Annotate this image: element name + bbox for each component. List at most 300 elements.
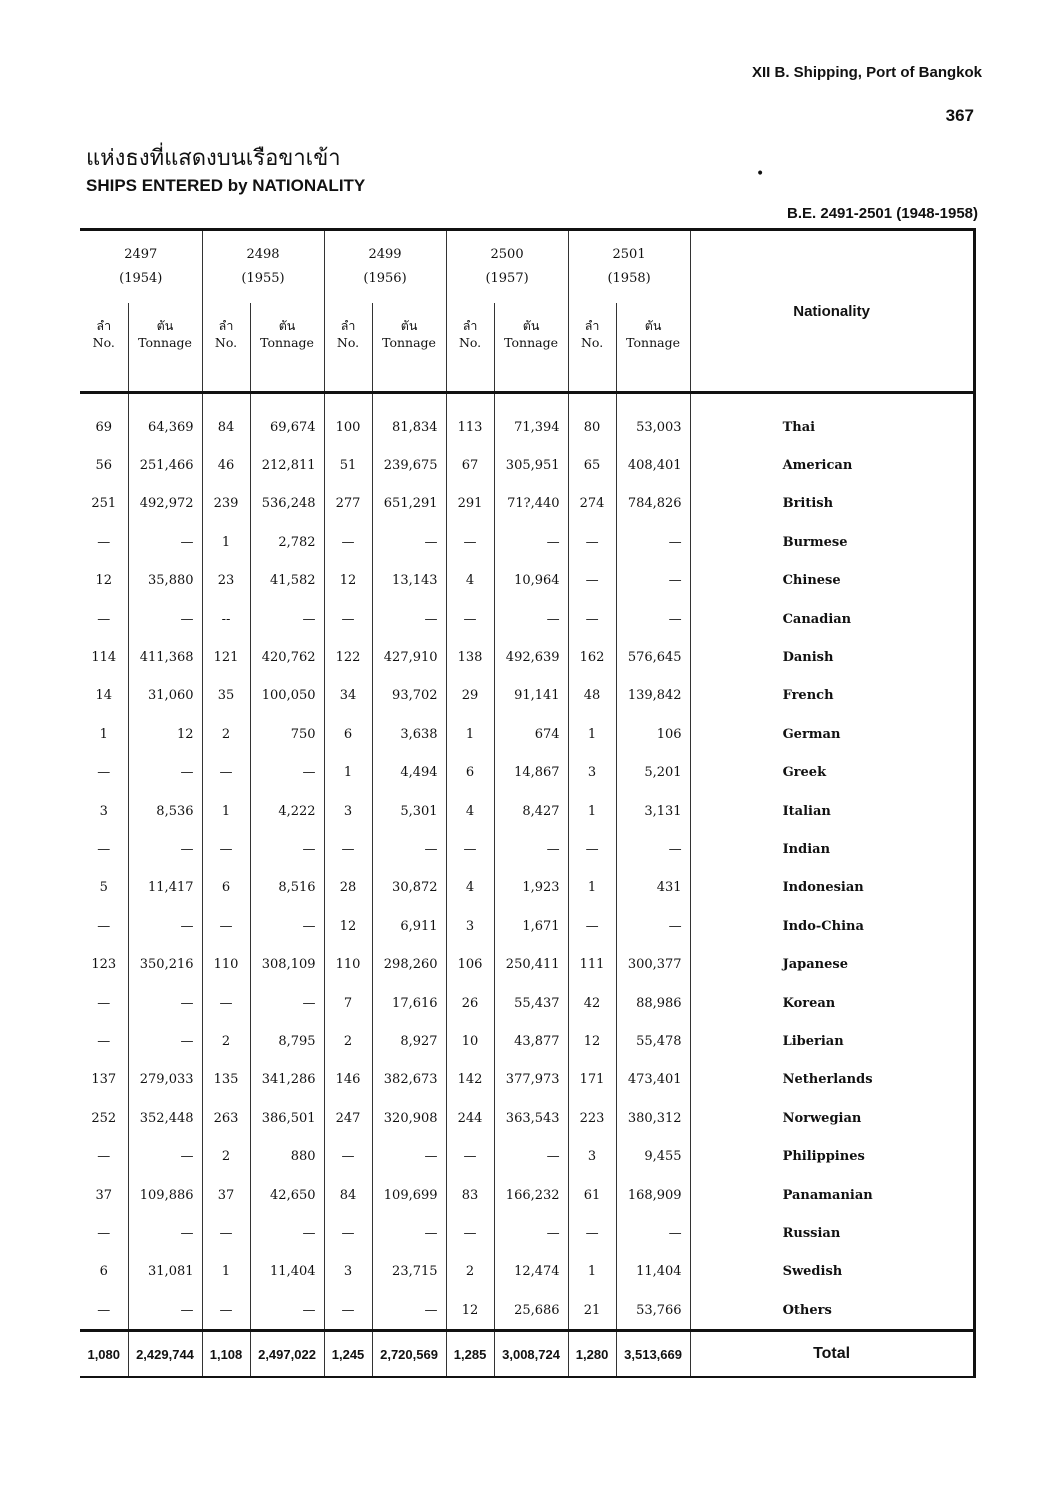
cell-ship-count: — xyxy=(202,984,250,1022)
cell-tonnage: — xyxy=(128,1291,202,1331)
cell-tonnage: 674 xyxy=(494,715,568,753)
cell-tonnage: 91,141 xyxy=(494,677,568,715)
cell-ship-count: 83 xyxy=(446,1176,494,1214)
total-cell: 2,497,022 xyxy=(250,1331,324,1378)
cell-ship-count: 110 xyxy=(202,945,250,983)
cell-ship-count: — xyxy=(97,841,111,857)
cell-tonnage: 350,216 xyxy=(128,945,202,983)
cell-tonnage: 427,910 xyxy=(372,638,446,676)
table-row xyxy=(80,984,974,1022)
cell-ship-count: — xyxy=(568,523,616,561)
cell-ship-count: 12 xyxy=(95,573,113,589)
cell-ship-count: — xyxy=(97,1149,111,1165)
header-spacer xyxy=(80,393,974,409)
ships-by-nationality-table xyxy=(80,228,976,1378)
cell-tonnage: — xyxy=(616,600,690,638)
cell-tonnage: 320,908 xyxy=(372,1099,446,1137)
cell-ship-count: — xyxy=(202,830,250,868)
cell-tonnage: — xyxy=(128,1137,202,1175)
cell-nationality: Danish xyxy=(690,638,974,676)
cell-nationality: Norwegian xyxy=(690,1099,974,1137)
cell-tonnage: — xyxy=(494,523,568,561)
cell-tonnage: 4,222 xyxy=(250,792,324,830)
cell-ship-count: 69 xyxy=(95,419,113,435)
table-row xyxy=(80,485,974,523)
cell-ship-count: 4 xyxy=(446,792,494,830)
cell-tonnage: — xyxy=(372,830,446,868)
cell-tonnage: 411,368 xyxy=(128,638,202,676)
table-row xyxy=(80,792,974,830)
cell-ship-count: 29 xyxy=(446,677,494,715)
cell-ship-count: 80 xyxy=(568,408,616,446)
year-header-2497: 2497 (1954) xyxy=(119,247,163,286)
cell-tonnage: 9,455 xyxy=(616,1137,690,1175)
cell-ship-count: 84 xyxy=(202,408,250,446)
cell-tonnage: 4,494 xyxy=(372,754,446,792)
cell-ship-count: 46 xyxy=(202,446,250,484)
cell-tonnage: — xyxy=(250,984,324,1022)
cell-tonnage: 576,645 xyxy=(616,638,690,676)
cell-ship-count: — xyxy=(324,1137,372,1175)
cell-tonnage: — xyxy=(616,830,690,868)
cell-ship-count: — xyxy=(97,1225,111,1241)
cell-ship-count: 121 xyxy=(202,638,250,676)
cell-nationality: Burmese xyxy=(690,523,974,561)
cell-ship-count: 12 xyxy=(568,1022,616,1060)
cell-ship-count: 2 xyxy=(202,1022,250,1060)
subheader-tonnage: ตัน Tonnage xyxy=(494,303,568,393)
cell-nationality: Korean xyxy=(690,984,974,1022)
table-row xyxy=(80,1253,974,1291)
cell-ship-count: 12 xyxy=(446,1291,494,1331)
cell-tonnage: — xyxy=(250,907,324,945)
table-row xyxy=(80,715,974,753)
cell-tonnage: 6,911 xyxy=(372,907,446,945)
subheader-tonnage: ตัน Tonnage xyxy=(616,303,690,393)
cell-tonnage: 1,923 xyxy=(494,869,568,907)
cell-ship-count: 5 xyxy=(99,880,108,896)
cell-tonnage: 880 xyxy=(250,1137,324,1175)
total-cell: 1,245 xyxy=(324,1331,372,1378)
cell-nationality: Panamanian xyxy=(690,1176,974,1214)
cell-tonnage: 473,401 xyxy=(616,1061,690,1099)
cell-tonnage: 64,369 xyxy=(128,408,202,446)
cell-nationality: Indonesian xyxy=(690,869,974,907)
cell-tonnage: 30,872 xyxy=(372,869,446,907)
cell-nationality: French xyxy=(690,677,974,715)
cell-tonnage: — xyxy=(616,907,690,945)
cell-tonnage: 25,686 xyxy=(494,1291,568,1331)
cell-tonnage: 11,417 xyxy=(128,869,202,907)
cell-ship-count: 135 xyxy=(202,1061,250,1099)
cell-ship-count: 1 xyxy=(99,726,108,742)
cell-ship-count: 7 xyxy=(324,984,372,1022)
cell-ship-count: 111 xyxy=(568,945,616,983)
cell-ship-count: 223 xyxy=(568,1099,616,1137)
cell-tonnage: 168,909 xyxy=(616,1176,690,1214)
cell-tonnage: 305,951 xyxy=(494,446,568,484)
cell-tonnage: — xyxy=(616,523,690,561)
cell-ship-count: 6 xyxy=(202,869,250,907)
cell-tonnage: 431 xyxy=(616,869,690,907)
cell-tonnage: 279,033 xyxy=(128,1061,202,1099)
cell-ship-count: 67 xyxy=(446,446,494,484)
cell-ship-count: 2 xyxy=(202,715,250,753)
cell-tonnage: 5,201 xyxy=(616,754,690,792)
cell-ship-count: 252 xyxy=(91,1110,117,1126)
cell-nationality: Liberian xyxy=(690,1022,974,1060)
cell-ship-count: 3 xyxy=(324,1253,372,1291)
table-row xyxy=(80,945,974,983)
cell-ship-count: 142 xyxy=(446,1061,494,1099)
subheader-tonnage: ตัน Tonnage xyxy=(372,303,446,393)
page-title-thai: แห่งธงที่แสดงบนเรือขาเข้า xyxy=(86,146,341,171)
table-row xyxy=(80,408,974,446)
cell-ship-count: 113 xyxy=(446,408,494,446)
cell-tonnage: — xyxy=(128,1022,202,1060)
cell-ship-count: 247 xyxy=(324,1099,372,1137)
cell-tonnage: — xyxy=(372,1214,446,1252)
cell-tonnage: 55,437 xyxy=(494,984,568,1022)
cell-tonnage: 17,616 xyxy=(372,984,446,1022)
cell-tonnage: — xyxy=(250,754,324,792)
cell-ship-count: 291 xyxy=(446,485,494,523)
table-row xyxy=(80,869,974,907)
cell-ship-count: 251 xyxy=(91,496,117,512)
page-title: SHIPS ENTERED by NATIONALITY xyxy=(86,176,366,195)
table-row xyxy=(80,1061,974,1099)
cell-ship-count: 1 xyxy=(324,754,372,792)
cell-ship-count: 21 xyxy=(568,1291,616,1331)
table-row xyxy=(80,600,974,638)
cell-tonnage: 386,501 xyxy=(250,1099,324,1137)
running-head: XII B. Shipping, Port of Bangkok xyxy=(751,64,982,81)
cell-ship-count: 4 xyxy=(446,562,494,600)
cell-ship-count: — xyxy=(446,1214,494,1252)
cell-ship-count: — xyxy=(568,600,616,638)
cell-tonnage: 31,060 xyxy=(128,677,202,715)
cell-tonnage: 3,638 xyxy=(372,715,446,753)
cell-ship-count: 23 xyxy=(202,562,250,600)
cell-ship-count: — xyxy=(568,1214,616,1252)
cell-ship-count: 3 xyxy=(568,754,616,792)
nationality-table-container xyxy=(80,228,974,1378)
cell-nationality: Chinese xyxy=(690,562,974,600)
cell-ship-count: — xyxy=(446,523,494,561)
cell-ship-count: — xyxy=(202,907,250,945)
cell-tonnage: 750 xyxy=(250,715,324,753)
total-cell: 1,080 xyxy=(80,1331,128,1378)
cell-tonnage: — xyxy=(128,523,202,561)
cell-ship-count: 61 xyxy=(568,1176,616,1214)
cell-ship-count: 4 xyxy=(446,869,494,907)
cell-ship-count: 1 xyxy=(202,1253,250,1291)
nationality-header: Nationality xyxy=(690,230,974,393)
cell-nationality: Japanese xyxy=(690,945,974,983)
subheader-no: ลำ No. xyxy=(324,303,372,393)
cell-ship-count: — xyxy=(202,1214,250,1252)
cell-tonnage: 363,543 xyxy=(494,1099,568,1137)
cell-tonnage: — xyxy=(250,1291,324,1331)
cell-ship-count: 6 xyxy=(446,754,494,792)
table-row xyxy=(80,1137,974,1175)
total-cell: 3,513,669 xyxy=(616,1331,690,1378)
cell-ship-count: 35 xyxy=(202,677,250,715)
cell-ship-count: 138 xyxy=(446,638,494,676)
cell-ship-count: — xyxy=(202,1291,250,1331)
cell-nationality: Canadian xyxy=(690,600,974,638)
cell-tonnage: 239,675 xyxy=(372,446,446,484)
cell-ship-count: 42 xyxy=(568,984,616,1022)
cell-ship-count: 2 xyxy=(202,1137,250,1175)
year-header-2501: 2501 (1958) xyxy=(568,230,690,304)
table-row xyxy=(80,1176,974,1214)
cell-ship-count: 274 xyxy=(568,485,616,523)
cell-ship-count: 263 xyxy=(202,1099,250,1137)
cell-tonnage: 251,466 xyxy=(128,446,202,484)
cell-ship-count: 84 xyxy=(324,1176,372,1214)
total-row xyxy=(80,1331,974,1378)
cell-ship-count: 1 xyxy=(446,715,494,753)
cell-ship-count: 37 xyxy=(202,1176,250,1214)
cell-ship-count: 3 xyxy=(446,907,494,945)
cell-ship-count: — xyxy=(97,995,111,1011)
cell-ship-count: 123 xyxy=(91,957,117,973)
cell-tonnage: 536,248 xyxy=(250,485,324,523)
cell-ship-count: — xyxy=(568,907,616,945)
cell-nationality: Netherlands xyxy=(690,1061,974,1099)
cell-ship-count: 137 xyxy=(91,1072,117,1088)
year-header-2498: 2498 (1955) xyxy=(202,230,324,304)
cell-tonnage: 42,650 xyxy=(250,1176,324,1214)
cell-tonnage: 8,427 xyxy=(494,792,568,830)
table-row xyxy=(80,1214,974,1252)
table-row xyxy=(80,638,974,676)
cell-tonnage: 41,582 xyxy=(250,562,324,600)
table-row xyxy=(80,677,974,715)
cell-ship-count: 106 xyxy=(446,945,494,983)
cell-nationality: Swedish xyxy=(690,1253,974,1291)
cell-ship-count: — xyxy=(568,562,616,600)
cell-tonnage: 88,986 xyxy=(616,984,690,1022)
cell-tonnage: 651,291 xyxy=(372,485,446,523)
cell-tonnage: 2,782 xyxy=(250,523,324,561)
cell-tonnage: 352,448 xyxy=(128,1099,202,1137)
total-cell: 3,008,724 xyxy=(494,1331,568,1378)
cell-ship-count: 1 xyxy=(568,792,616,830)
cell-tonnage: 13,143 xyxy=(372,562,446,600)
cell-tonnage: 11,404 xyxy=(616,1253,690,1291)
cell-ship-count: 51 xyxy=(324,446,372,484)
cell-ship-count: 6 xyxy=(99,1264,108,1280)
cell-ship-count: 3 xyxy=(568,1137,616,1175)
cell-tonnage: — xyxy=(494,830,568,868)
cell-tonnage: 109,699 xyxy=(372,1176,446,1214)
cell-tonnage: — xyxy=(494,1137,568,1175)
cell-tonnage: 12,474 xyxy=(494,1253,568,1291)
cell-nationality: Thai xyxy=(690,408,974,446)
cell-ship-count: 3 xyxy=(99,803,108,819)
cell-nationality: Philippines xyxy=(690,1137,974,1175)
total-cell: 1,108 xyxy=(202,1331,250,1378)
cell-ship-count: — xyxy=(446,1137,494,1175)
cell-ship-count: — xyxy=(97,611,111,627)
cell-ship-count: 37 xyxy=(95,1187,113,1203)
cell-ship-count: — xyxy=(324,523,372,561)
cell-tonnage: — xyxy=(128,984,202,1022)
cell-tonnage: 71?,440 xyxy=(494,485,568,523)
cell-tonnage: — xyxy=(250,600,324,638)
cell-tonnage: 8,927 xyxy=(372,1022,446,1060)
cell-tonnage: — xyxy=(128,754,202,792)
cell-ship-count: — xyxy=(202,754,250,792)
cell-ship-count: 26 xyxy=(446,984,494,1022)
cell-tonnage: 300,377 xyxy=(616,945,690,983)
cell-ship-count: 1 xyxy=(202,792,250,830)
cell-tonnage: 53,003 xyxy=(616,408,690,446)
cell-tonnage: 166,232 xyxy=(494,1176,568,1214)
cell-ship-count: 34 xyxy=(324,677,372,715)
cell-ship-count: — xyxy=(324,1291,372,1331)
stray-dot-mark: • xyxy=(756,166,765,182)
cell-tonnage: 8,795 xyxy=(250,1022,324,1060)
cell-ship-count: 10 xyxy=(446,1022,494,1060)
table-row xyxy=(80,754,974,792)
cell-tonnage: 12 xyxy=(128,715,202,753)
cell-tonnage: 298,260 xyxy=(372,945,446,983)
table-row xyxy=(80,446,974,484)
cell-ship-count: — xyxy=(324,1214,372,1252)
table-body xyxy=(80,408,974,1331)
cell-ship-count: 14 xyxy=(95,688,113,704)
cell-tonnage: — xyxy=(250,830,324,868)
cell-ship-count: 277 xyxy=(324,485,372,523)
cell-ship-count: 3 xyxy=(324,792,372,830)
cell-nationality: Italian xyxy=(690,792,974,830)
cell-nationality: British xyxy=(690,485,974,523)
cell-tonnage: — xyxy=(128,600,202,638)
cell-ship-count: 65 xyxy=(568,446,616,484)
cell-tonnage: 408,401 xyxy=(616,446,690,484)
cell-ship-count: — xyxy=(324,830,372,868)
cell-tonnage: 8,536 xyxy=(128,792,202,830)
cell-tonnage: 109,886 xyxy=(128,1176,202,1214)
cell-ship-count: 6 xyxy=(324,715,372,753)
cell-ship-count: 239 xyxy=(202,485,250,523)
cell-nationality: Others xyxy=(690,1291,974,1331)
cell-ship-count: 2 xyxy=(324,1022,372,1060)
table-row xyxy=(80,830,974,868)
cell-tonnage: 5,301 xyxy=(372,792,446,830)
cell-tonnage: 35,880 xyxy=(128,562,202,600)
cell-tonnage: 341,286 xyxy=(250,1061,324,1099)
cell-tonnage: — xyxy=(494,1214,568,1252)
cell-ship-count: 1 xyxy=(202,523,250,561)
subheader-tonnage: ตัน Tonnage xyxy=(128,303,202,393)
cell-tonnage: — xyxy=(128,907,202,945)
total-cell: 2,429,744 xyxy=(128,1331,202,1378)
cell-tonnage: 93,702 xyxy=(372,677,446,715)
cell-nationality: Indo-China xyxy=(690,907,974,945)
total-cell: 2,720,569 xyxy=(372,1331,446,1378)
total-cell: 1,285 xyxy=(446,1331,494,1378)
cell-ship-count: 12 xyxy=(324,907,372,945)
cell-tonnage: 100,050 xyxy=(250,677,324,715)
cell-tonnage: 11,404 xyxy=(250,1253,324,1291)
cell-tonnage: 53,766 xyxy=(616,1291,690,1331)
year-header-2499: 2499 (1956) xyxy=(324,230,446,304)
cell-ship-count: — xyxy=(568,830,616,868)
cell-ship-count: 110 xyxy=(324,945,372,983)
cell-tonnage: 212,811 xyxy=(250,446,324,484)
cell-ship-count: — xyxy=(446,830,494,868)
cell-tonnage: 492,639 xyxy=(494,638,568,676)
cell-ship-count: 48 xyxy=(568,677,616,715)
cell-ship-count: 100 xyxy=(324,408,372,446)
table-row xyxy=(80,523,974,561)
cell-tonnage: — xyxy=(372,1291,446,1331)
cell-tonnage: 420,762 xyxy=(250,638,324,676)
cell-tonnage: 139,842 xyxy=(616,677,690,715)
cell-tonnage: — xyxy=(616,562,690,600)
cell-tonnage: 380,312 xyxy=(616,1099,690,1137)
cell-tonnage: — xyxy=(250,1214,324,1252)
cell-ship-count: 56 xyxy=(95,458,113,474)
table-row xyxy=(80,907,974,945)
cell-tonnage: 784,826 xyxy=(616,485,690,523)
cell-ship-count: 2 xyxy=(446,1253,494,1291)
cell-tonnage: 10,964 xyxy=(494,562,568,600)
cell-nationality: Greek xyxy=(690,754,974,792)
total-cell: 1,280 xyxy=(568,1331,616,1378)
cell-tonnage: 250,411 xyxy=(494,945,568,983)
cell-tonnage: — xyxy=(616,1214,690,1252)
table-row xyxy=(80,1099,974,1137)
cell-tonnage: 23,715 xyxy=(372,1253,446,1291)
cell-ship-count: — xyxy=(97,918,111,934)
cell-ship-count: — xyxy=(324,600,372,638)
cell-ship-count: -- xyxy=(202,600,250,638)
cell-ship-count: 114 xyxy=(91,650,117,666)
cell-tonnage: — xyxy=(372,523,446,561)
cell-tonnage: 106 xyxy=(616,715,690,753)
cell-nationality: German xyxy=(690,715,974,753)
cell-ship-count: 171 xyxy=(568,1061,616,1099)
cell-tonnage: 81,834 xyxy=(372,408,446,446)
cell-tonnage: 69,674 xyxy=(250,408,324,446)
cell-tonnage: — xyxy=(494,600,568,638)
cell-tonnage: 71,394 xyxy=(494,408,568,446)
cell-tonnage: 1,671 xyxy=(494,907,568,945)
cell-tonnage: 308,109 xyxy=(250,945,324,983)
cell-nationality: Indian xyxy=(690,830,974,868)
cell-ship-count: — xyxy=(97,765,111,781)
cell-tonnage: 377,973 xyxy=(494,1061,568,1099)
cell-ship-count: 28 xyxy=(324,869,372,907)
cell-tonnage: 31,081 xyxy=(128,1253,202,1291)
year-range: B.E. 2491-2501 (1948-1958) xyxy=(787,205,978,222)
subheader-no: ลำ No. xyxy=(202,303,250,393)
page-number: 367 xyxy=(945,106,974,125)
cell-ship-count: — xyxy=(446,600,494,638)
cell-tonnage: 14,867 xyxy=(494,754,568,792)
table-row xyxy=(80,562,974,600)
cell-ship-count: — xyxy=(97,1033,111,1049)
table-row xyxy=(80,1022,974,1060)
cell-ship-count: 1 xyxy=(568,715,616,753)
total-section xyxy=(80,1331,974,1378)
subheader-no: ลำ No. xyxy=(568,303,616,393)
